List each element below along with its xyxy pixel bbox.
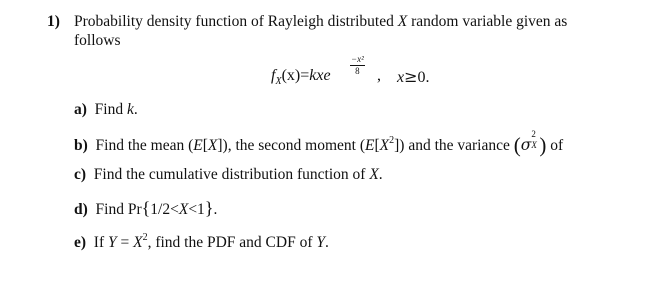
problem-statement-line-1 <box>74 13 567 31</box>
formula-f: f <box>271 67 276 84</box>
formula-subscript-x: X <box>275 76 282 87</box>
part-e-text: If $Y = X^2$, find the PDF and CDF of Y. <box>89 232 329 251</box>
part-a-label: a) <box>74 101 87 118</box>
formula-arg: (x) <box>281 67 301 84</box>
part-c-label: c) <box>74 166 87 183</box>
part-a <box>74 101 138 119</box>
part-b-text: Find the mean (E[X]), the second moment $(E[X^2])$ and the variance (σ 2 X ) of <box>91 129 564 157</box>
formula-comma: , <box>377 67 381 84</box>
formula-rhs: kxe <box>309 67 331 84</box>
title-seg-1: Probability density function of Rayleigh distributed <box>74 13 398 30</box>
part-e-label: e) <box>74 234 87 251</box>
part-a-text: Find k. <box>90 101 138 118</box>
title-var-x: X <box>397 13 408 30</box>
part-d <box>74 198 217 219</box>
part-d-label: d) <box>74 201 88 218</box>
formula-condition: x≥0. <box>397 67 430 86</box>
part-b <box>74 131 563 156</box>
part-d-text: Find Pr{1/2<X<1}. <box>91 198 218 218</box>
exponent-denominator: 8 <box>355 66 360 76</box>
formula-exponent <box>350 55 365 76</box>
problem-statement-line-2: follows <box>74 32 121 49</box>
part-e <box>74 234 329 252</box>
density-formula <box>271 67 331 85</box>
part-b-label: b) <box>74 137 88 154</box>
part-c-text: Find the cumulative distribution function of X. <box>89 166 383 183</box>
problem-number: 1) <box>47 13 60 30</box>
part-c <box>74 166 383 184</box>
exponent-numerator: −x² <box>351 54 364 64</box>
formula-equals: = <box>300 67 310 84</box>
title-seg-2: random variable given as <box>407 13 568 30</box>
